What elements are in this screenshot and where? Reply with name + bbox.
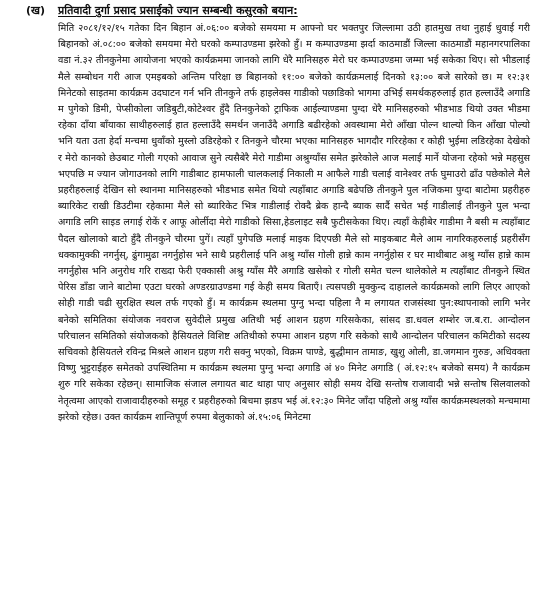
statement-paragraph: मिति २०८१/१२/१५ गतेका दिन बिहान अं.०६:०० बजेको समयमा म आफ्नो घर भक्तपुर जिल्लामा उठी हातमुख तथा नुहाई धुवाई गरी बिहानको अं.०८:०० बजेको समयमा मेरो घरको कम्पाउण्डमा झरेको हुँ। म कम्पाउण्डमा झर्दा काठमाडौं जिल्ला काठमाडौं महानगरपालिका वडा नं.३२ तीनकुनेमा आयोजना भएको कार्यक्रममा जानको लागि धेरै मानिसहरु मेरो घर कम्पाउण्डमा जम्मा भई सकेका थिए। सो भीडलाई मैले सम्बोधन गरी आज एमइबको अन्तिम परिक्षा छ बिहानको ११:०० बजेको कार्यक्रमलाई दिनको १३:०० बजे सारेको छ। म १२:३१ मिनेटको साइतमा कार्यक्रम उदघाटन गर्न भनि तीनकुने तर्फ हाइलेक्स गाडीको पछाडिको भागमा उभिई समर्थकहरुलाई हात हल्लाउँदै अगाडि म पुगेको डिमी, पेप्सीकोला जडिबुटी,कोटेश्वर हुँदै तिनकुनेको ट्राफिक आईल्याण्डमा पुग्दा धेरै मानिसहरुको भीडभाड थियो उक्त भीडमा रहेका दाँया बाँयाका साथीहरुलाई हात हल्लाउँदै समर्थन जनाउँदै अगाडि बढीरहेको अवस्थामा मेरो आँखा पोल्न थाल्यो किन आँखा पोल्यो भनि यता उता हेर्दा मन्चमा धुवाँको मुस्लो उडिरहेको र तिनकुने चौरमा भएका मानिसहरु भागदौर गरिरहेका र कोही भुईमा लडिरहेका देखेको र मेरो कानको छेउबाट गोली गएको आवाज सुने त्यसैबेरै मेरो गाडीमा अश्रुग्याँस समेत झरेकोले आज मलाई मार्ने योजना रहेको भन्ने महसुस भएपछि म ज्यान जोगाउनको लागि गाडीबाट हामफाली चालकलाई निकाली म आफैले गाडी चलाई वानेश्वर तर्फ घुमाउरो ढाँउ पछेकोले मैले प्रहरीहरुलाई देखिन सो स्थानमा मानिसहरुको भीडभाड समेत थियो त्यहाँबाट अगाडि बढेपछि तीनकुने पुल नजिकमा पुग्दा बाटोमा प्रहरीहरु ब्यारिकेट राखी डिउटीमा रहेकामा मैले सो ब्यारिकेट भित्र गाडीलाई रोक्दै ब्रेक हान्दै ब्याक सार्दै सचेत भई गाडीलाई तीनकुने पुल भन्दा अगाडि लगि साइड लगाई रोकें र आफू ओर्लीदा मेरो गाडीको सिसा,हेडलाइट सबै फुटीसकेका थिए। त्यहाँ केहीबेर गाडीमा नै बसी म त्यहाँबाट पैदल खोलाको बाटो हुँदै तीनकुने चौरमा पुगें। त्यहाँ पुगेपछि मलाई माइक दिएपछी मैले सो माइकबाट मैले आम नागरिकहरुलाई प्रहरीसँग धक्कामुक्की नगर्नुस्, ढुंगामुढा नगर्नुहोस भने साथै प्रहरीलाई पनि अश्रु ग्याँस गोली हान्ने काम नगर्नुहोस र घर माथीबाट अश्रु ग्याँस हान्ने काम नगर्नुहोस भनि अनुरोध गरि राख्दा फेरी एक्कासी अश्रु ग्याँस मैरै अगाडि खसेको र गोली समेत चल्न थालेकोले म त्यहाँबाट तीनकुने स्थित पेरिस डाँडा जाने बाटोमा एउटा घरको अण्डरग्राउण्डमा गई केही समय बिताएँ। त्यसपछी मुक्कुन्द दाहालले कार्यक्रमको लागि लिएर आएको सोही गाडी चढी सुरक्षित स्थल तर्फ गएको हुँ। म कार्यक्रम स्थलमा पुग्नु भन्दा पहिला नै म लगायत राजसंस्था पुन:स्थापनाको लागि भनेर बनेको समितिका संयोजक नवराज सुवेदीले प्रमुख अतिथी भई आशन ग्रहण गरिसकेका, सांसद डा.धवल शम्शेर ज.ब.रा. आन्दोलन परिचालन समितिको संयोजकको हैसियतले विशिष्ट अतिथीको रुपमा आशन ग्रहण गरि सकेको साथै आन्दोलन परिचालन कमिटीको सदस्य सचिवको हैसियतले रविन्द्र मिश्रले आशन ग्रहण गरी सक्नु भएको, विक्रम पाण्डे, बुद्धीमान तामाङ, खुशु ओली, डा.जगमान गुरुङ, अधिवक्ता विष्णु भुट्टराईहरु समेतको उपस्थितिमा म कार्यक्रम स्थलमा पुग्नु भन्दा अगाडि अं ४० मिनेट अगाडि ( अं.१२:१५ बजेको समय) नै कार्यक्रम शुरु गरि सकेका रहेछन्। सामाजिक संजाल लगायत बाट थाहा पाए अनुसार सोही समय देखि सन्तोष राजावादी भन्ने सन्तोष सिलवालको नेतृत्वमा आएको राजावादीहरुको समूह र प्रहरीहरुको बिचमा झडप भई अं.१२:३० मिनेट जाँदा पहिलो अश्रु ग्याँस कार्यक्रमस्थलको मन्चमामा झरेको रहेछ। उक्त कार्यक्रम शान्तिपूर्ण रुपमा बेलुकाको अं.१५:०६ मिनेटमा <box>58 23 531 423</box>
section-heading <box>8 3 531 21</box>
section-label: (ख) <box>26 4 46 17</box>
section-title: प्रतिवादी दुर्गा प्रसाद प्रसाईको ज्यान सम्बन्धी कसुरको बयान: <box>58 4 298 17</box>
